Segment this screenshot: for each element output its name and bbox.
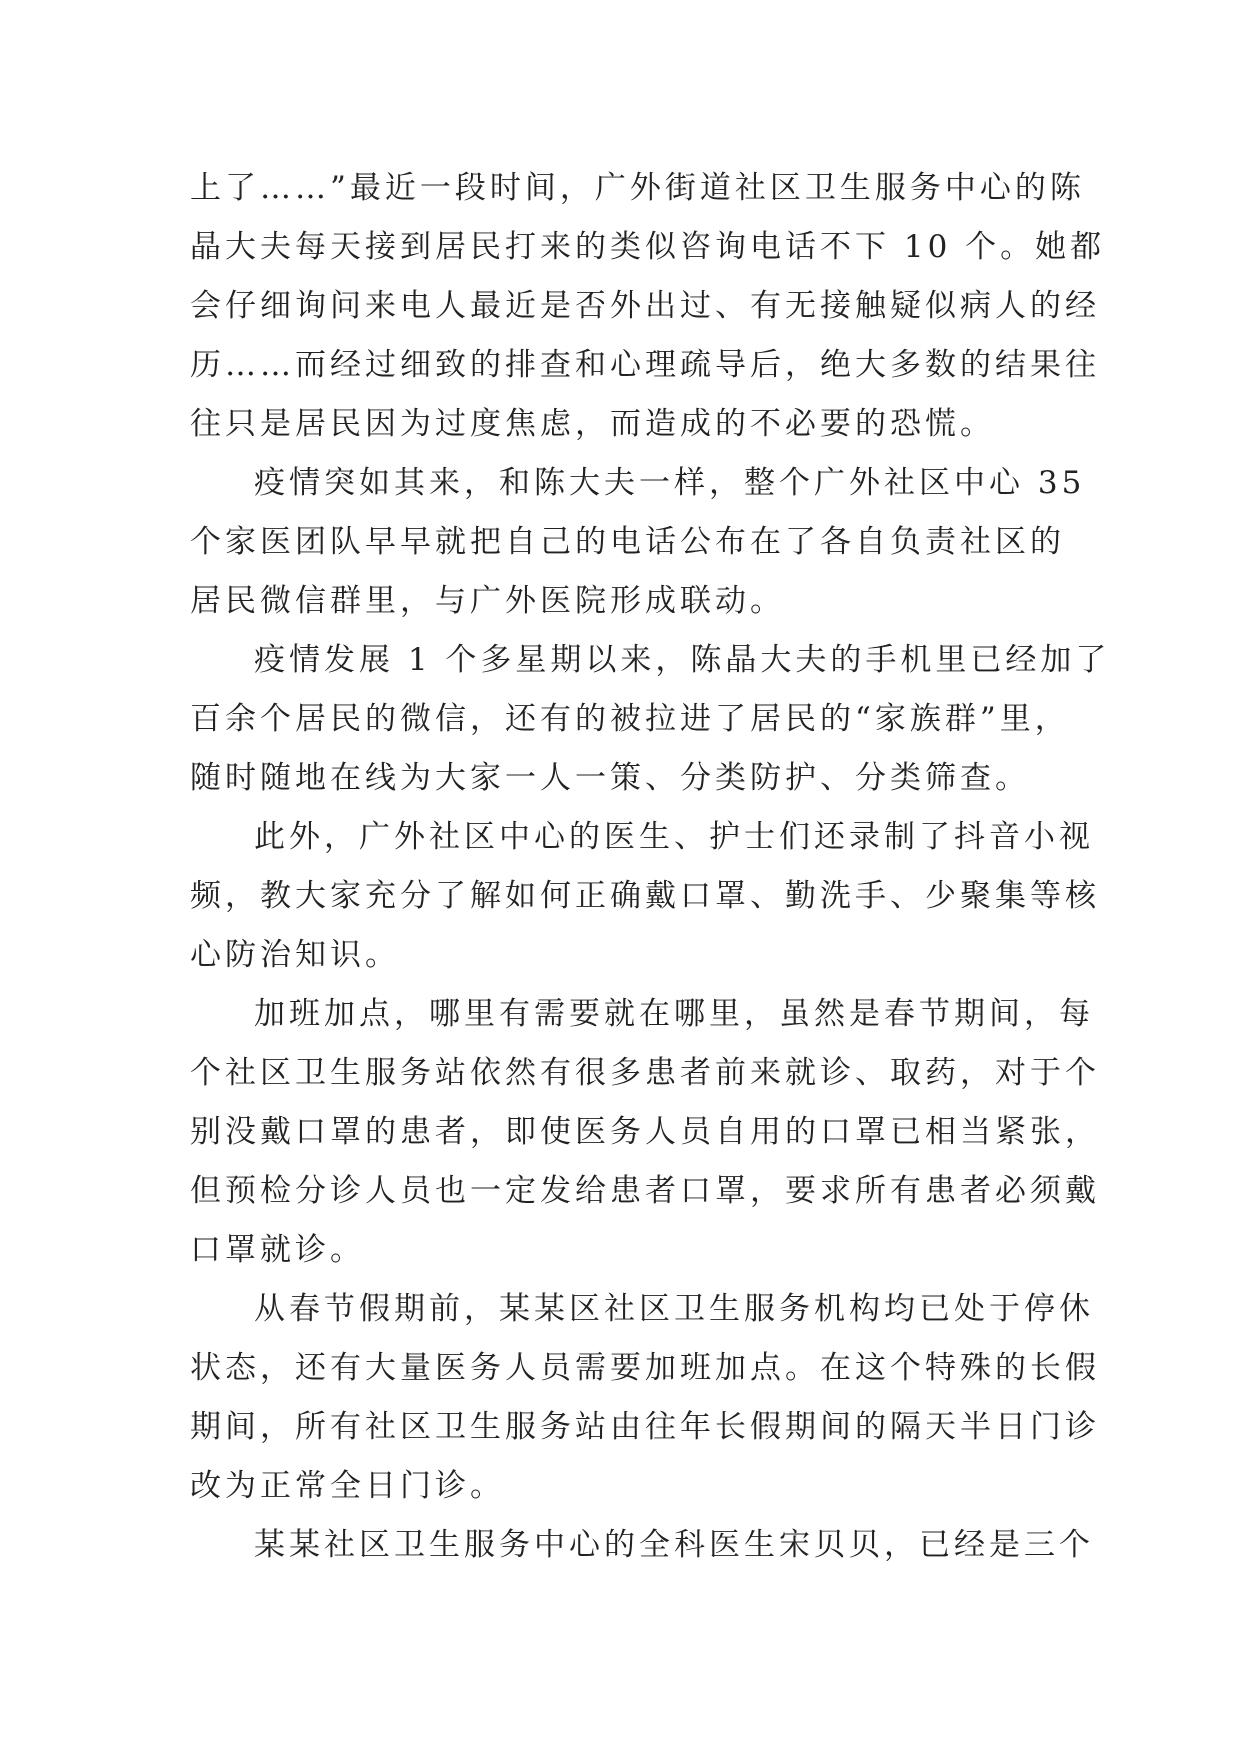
text-line: 随时随地在线为大家一人一策、分类防护、分类筛查。 bbox=[190, 760, 1030, 796]
text-line: 百余个居民的微信，还有的被拉进了居民的“家族群”里， bbox=[190, 701, 1070, 737]
text-line: 疫情发展 1 个多星期以来，陈晶大夫的手机里已经加了 bbox=[254, 642, 1111, 678]
text-line: 从春节假期前，某某区社区卫生服务机构均已处于停休 bbox=[254, 1291, 1094, 1327]
text-line: 但预检分诊人员也一定发给患者口罩，要求所有患者必须戴 bbox=[190, 1173, 1100, 1209]
text-line: 会仔细询问来电人最近是否外出过、有无接触疑似病人的经 bbox=[190, 288, 1100, 324]
text-line: 历……而经过细致的排查和心理疏导后，绝大多数的结果往 bbox=[190, 347, 1100, 383]
text-line: 居民微信群里，与广外医院形成联动。 bbox=[190, 583, 785, 619]
text-line: 改为正常全日门诊。 bbox=[190, 1468, 505, 1504]
text-line: 个社区卫生服务站依然有很多患者前来就诊、取药，对于个 bbox=[190, 1055, 1100, 1091]
text-line: 期间，所有社区卫生服务站由往年长假期间的隔天半日门诊 bbox=[190, 1409, 1100, 1445]
text-line: 口罩就诊。 bbox=[190, 1232, 365, 1268]
body-text bbox=[190, 159, 1111, 1575]
text-line: 加班加点，哪里有需要就在哪里，虽然是春节期间，每 bbox=[254, 996, 1094, 1032]
text-line: 频，教大家充分了解如何正确戴口罩、勤洗手、少聚集等核 bbox=[190, 878, 1100, 914]
text-line: 个家医团队早早就把自己的电话公布在了各自负责社区的 bbox=[190, 524, 1065, 560]
text-line: 晶大夫每天接到居民打来的类似咨询电话不下 10 个。她都 bbox=[190, 229, 1106, 265]
text-line: 往只是居民因为过度焦虑，而造成的不必要的恐慌。 bbox=[190, 406, 995, 442]
text-line: 心防治知识。 bbox=[190, 937, 400, 973]
text-line: 别没戴口罩的患者，即使医务人员自用的口罩已相当紧张， bbox=[190, 1114, 1100, 1150]
text-line: 上了……”最近一段时间，广外街道社区卫生服务中心的陈 bbox=[190, 170, 1085, 206]
text-line: 此外，广外社区中心的医生、护士们还录制了抖音小视 bbox=[254, 819, 1094, 855]
text-line: 某某社区卫生服务中心的全科医生宋贝贝，已经是三个 bbox=[254, 1527, 1094, 1563]
text-line: 状态，还有大量医务人员需要加班加点。在这个特殊的长假 bbox=[190, 1350, 1100, 1386]
text-line: 疫情突如其来，和陈大夫一样，整个广外社区中心 35 bbox=[254, 465, 1086, 501]
